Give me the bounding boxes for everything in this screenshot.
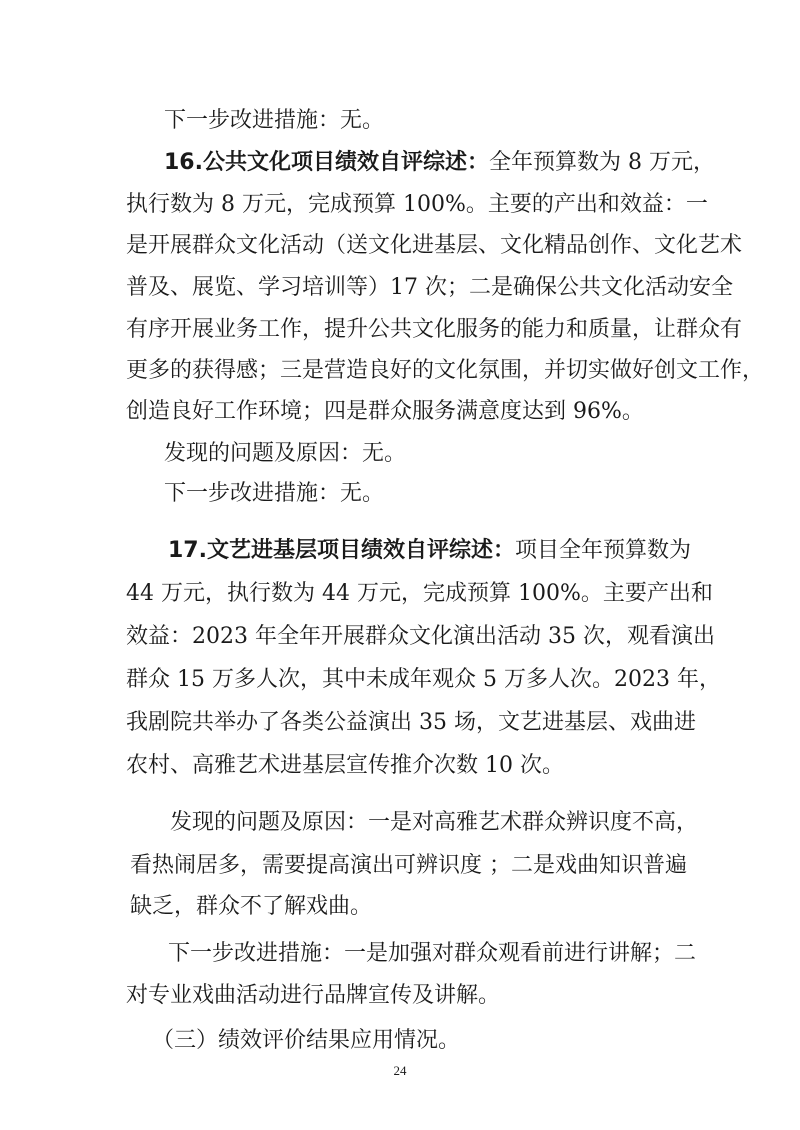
page-number: 24	[393, 1063, 407, 1078]
text-line: 创造良好工作环境；四是群众服务满意度达到 96%。	[126, 399, 644, 424]
text-line: 是开展群众文化活动（送文化进基层、文化精品创作、文化艺术	[126, 233, 743, 258]
text-line: 下一步改进措施：无。	[164, 481, 385, 506]
text-line: 对专业戏曲活动进行品牌宣传及讲解。	[126, 983, 501, 1008]
text-line: 看热闹居多，需要提高演出可辨识度 ；二是戏曲知识普遍	[130, 853, 687, 878]
text-line: 执行数为 8 万元，完成预算 100%。主要的产出和效益：一	[126, 192, 708, 217]
text-line: 群众 15 万多人次，其中未成年观众 5 万多人次。2023 年，	[126, 667, 721, 692]
text-line: 我剧院共举办了各类公益演出 35 场，文艺进基层、戏曲进	[126, 710, 696, 735]
text-line: （三）绩效评价结果应用情况。	[152, 1028, 461, 1053]
text-line: 发现的问题及原因：一是对高雅艺术群众辨识度不高，	[170, 810, 699, 835]
text-line: 更多的获得感；三是营造良好的文化氛围，并切实做好创文工作，	[126, 358, 765, 383]
text-line: 44 万元，执行数为 44 万元，完成预算 100%。主要产出和	[126, 581, 713, 606]
section-heading: 17.文艺进基层项目绩效自评综述：	[168, 538, 515, 563]
text-line: 发现的问题及原因：无。	[164, 441, 407, 466]
text-line: 效益：2023 年全年开展群众文化演出活动 35 次，观看演出	[126, 624, 715, 649]
text-line: 有序开展业务工作，提升公共文化服务的能力和质量，让群众有	[126, 317, 743, 342]
section-heading: 16.公共文化项目绩效自评综述：	[164, 150, 489, 175]
text-line: 农村、高雅艺术进基层宣传推介次数 10 次。	[126, 753, 564, 778]
text-line: 下一步改进措施：一是加强对群众观看前进行讲解；二	[168, 941, 697, 966]
text-line: 缺乏，群众不了解戏曲。	[130, 894, 373, 919]
section-17-heading-line: 17.文艺进基层项目绩效自评综述：项目全年预算数为	[168, 538, 691, 563]
text-line: 普及、展览、学习培训等）17 次；二是确保公共文化活动安全	[126, 275, 733, 300]
section-16-heading-line: 16.公共文化项目绩效自评综述：全年预算数为 8 万元，	[164, 150, 715, 175]
text-line: 下一步改进措施：无。	[164, 108, 385, 133]
